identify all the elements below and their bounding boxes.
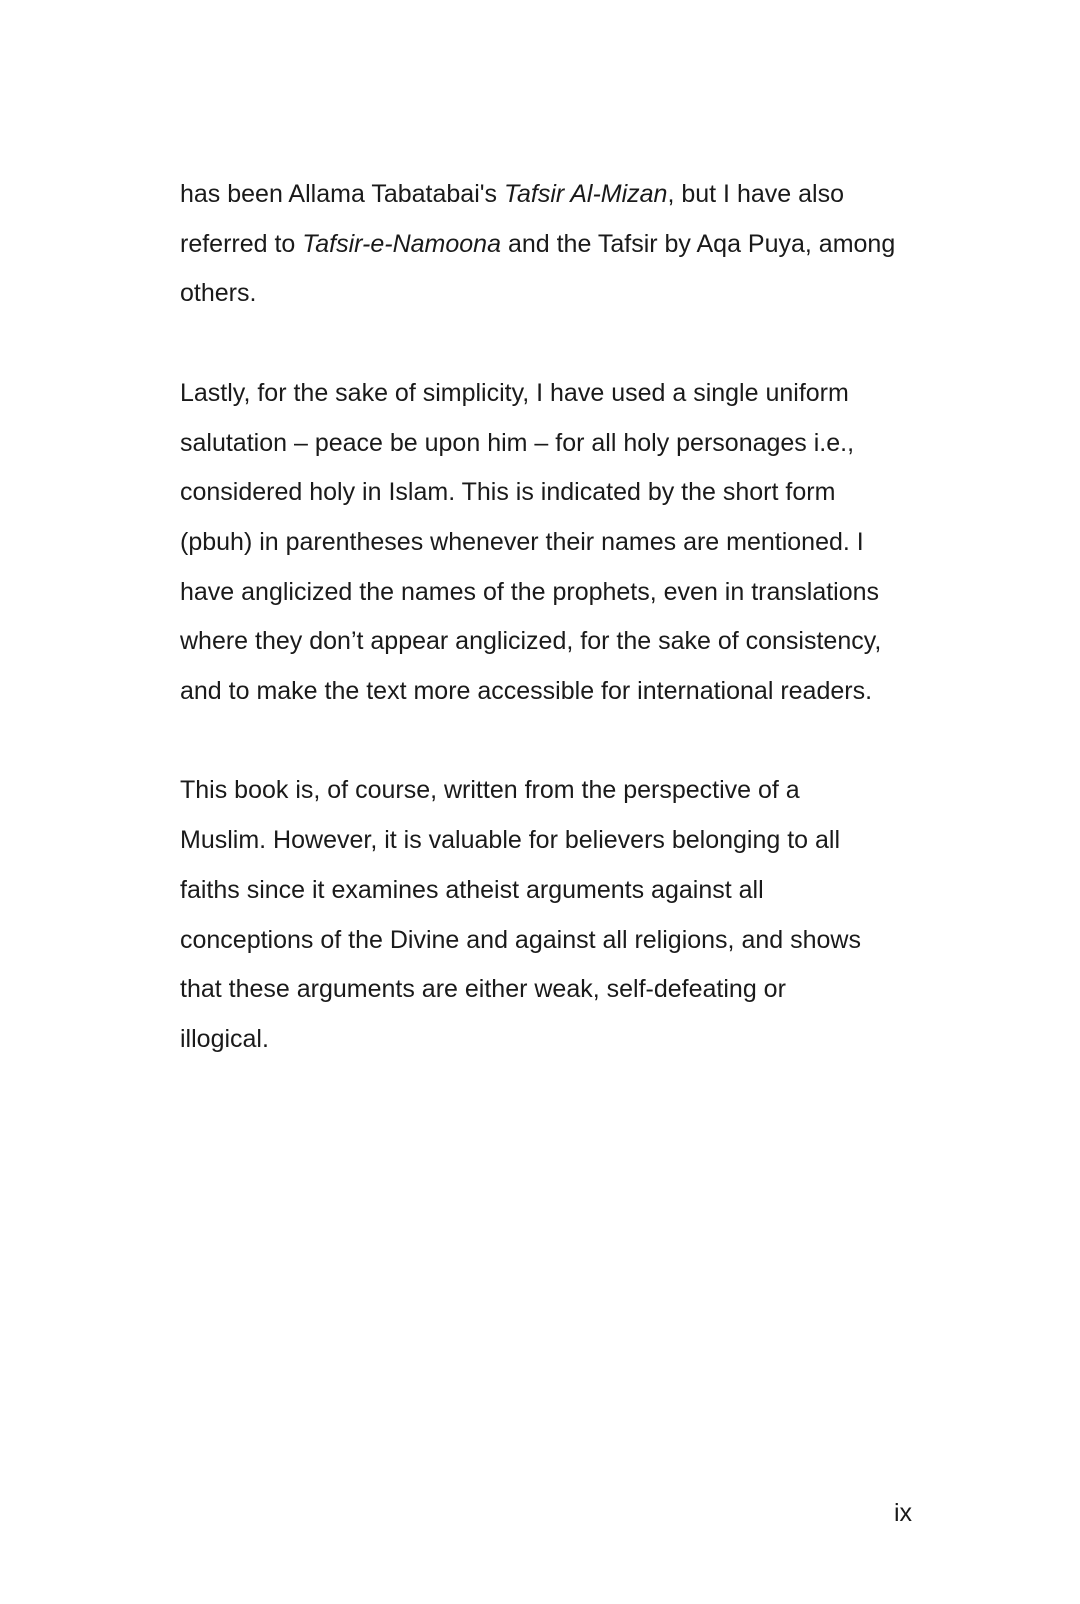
text-line: others. <box>180 279 257 308</box>
text-line: This book is, of course, written from the perspective of a <box>180 776 800 805</box>
body-text <box>180 170 920 1114</box>
text-line <box>180 170 920 220</box>
italic-title-tafsir-e-namoona: Tafsir-e-Namoona <box>302 229 501 258</box>
text-line: illogical. <box>180 1024 269 1053</box>
text-run: has been Allama Tabatabai's <box>180 180 504 208</box>
text-line: have anglicized the names of the prophets, even in translations <box>180 577 880 606</box>
italic-title-tafsir-al-mizan: Tafsir Al-Mizan <box>504 180 668 208</box>
text-line: (pbuh) in parentheses whenever their names are mentioned. I <box>180 527 864 556</box>
text-run: and the Tafsir by Aqa Puya, among <box>501 229 896 258</box>
text-line: where they don’t appear anglicized, for the sake of consistency, <box>180 627 882 656</box>
paragraph-salutation <box>180 369 920 717</box>
page-number: ix <box>893 1499 912 1527</box>
text-line: and to make the text more accessible for international readers. <box>180 677 873 706</box>
text-line: considered holy in Islam. This is indicated by the short form <box>180 478 836 507</box>
paragraph-perspective <box>180 766 920 1064</box>
text-line: salutation – peace be upon him – for all holy personages i.e., <box>180 428 855 457</box>
text-run: referred to <box>180 229 303 258</box>
text-line <box>180 220 920 270</box>
text-line: Muslim. However, it is valuable for believers belonging to all <box>180 826 841 855</box>
text-line: conceptions of the Divine and against all religions, and shows <box>180 925 861 954</box>
paragraph-tafsir-sources <box>180 170 920 319</box>
text-line: faiths since it examines atheist arguments against all <box>180 875 764 904</box>
text-line: that these arguments are either weak, self-defeating or <box>180 975 786 1004</box>
text-run: , but I have also <box>667 180 844 208</box>
text-line: Lastly, for the sake of simplicity, I have used a single uniform <box>180 378 849 407</box>
